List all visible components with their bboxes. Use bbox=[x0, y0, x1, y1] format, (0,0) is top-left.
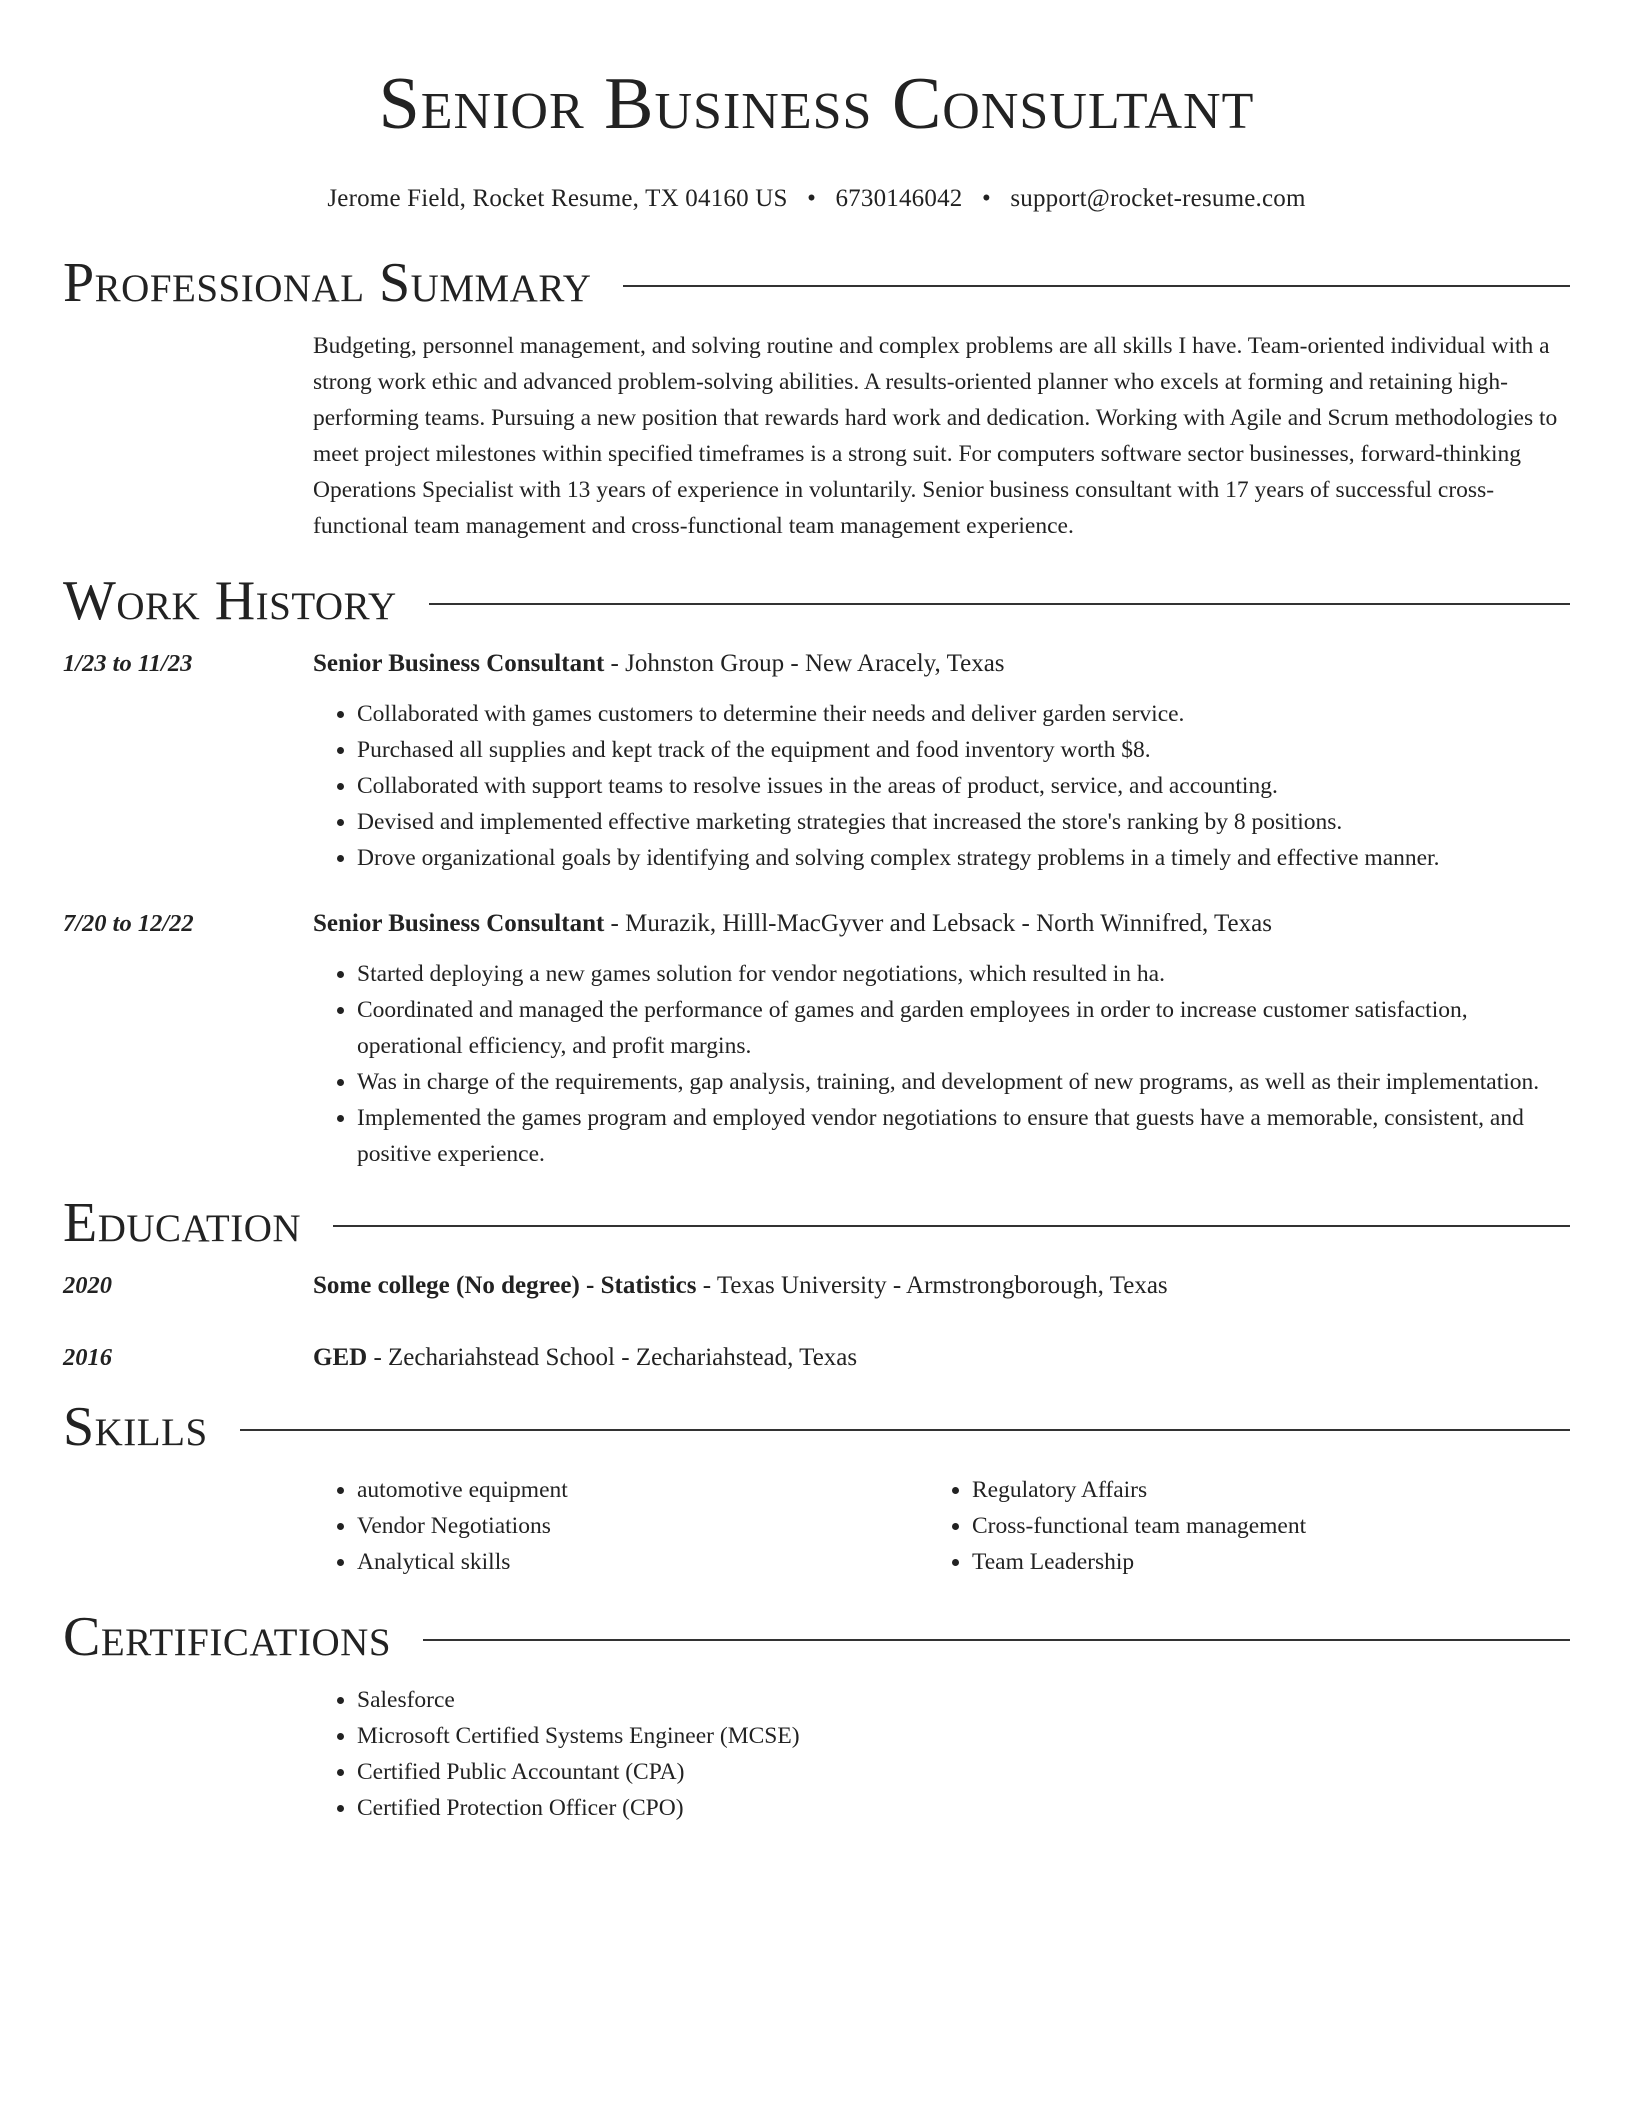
job-bullets bbox=[313, 696, 1570, 876]
section-title: Education bbox=[63, 1192, 302, 1254]
job-entry bbox=[63, 906, 1570, 1172]
section-divider bbox=[623, 285, 1570, 287]
resume-title: Senior Business Consultant bbox=[378, 63, 1255, 145]
contact-address: Jerome Field, Rocket Resume, TX 04160 US bbox=[327, 185, 788, 212]
list-item: • Cross-functional team management bbox=[972, 1508, 1543, 1544]
list-item: • Started deploying a new games solution for vendor negotiations, which resulted in ha. bbox=[357, 956, 1570, 992]
job-details: - Johnston Group - New Aracely, Texas bbox=[604, 650, 1005, 677]
job-title: Senior Business Consultant bbox=[313, 650, 605, 677]
list-item: • Salesforce bbox=[357, 1682, 1570, 1718]
list-item: • automotive equipment bbox=[357, 1472, 928, 1508]
contact-phone: 6730146042 bbox=[835, 185, 963, 212]
list-item: • Microsoft Certified Systems Engineer (MCSE) bbox=[357, 1718, 1570, 1754]
section-divider bbox=[423, 1639, 1570, 1641]
list-item: • Collaborated with support teams to resolve issues in the areas of product, service, and accounting. bbox=[357, 768, 1570, 804]
job-bullets bbox=[313, 956, 1570, 1172]
education-details: - Zechariahstead School - Zechariahstead, Texas bbox=[367, 1344, 858, 1371]
certifications-list bbox=[313, 1682, 1570, 1826]
skills-list bbox=[313, 1472, 1570, 1580]
work-history-section-heading bbox=[63, 568, 1570, 634]
job-title-line bbox=[313, 646, 1570, 682]
contact-email: support@rocket-resume.com bbox=[1010, 185, 1306, 212]
education-details: - Texas University - Armstrongborough, Texas bbox=[696, 1272, 1168, 1299]
job-entry bbox=[63, 646, 1570, 876]
list-item: • Drove organizational goals by identifying and solving complex strategy problems in a timely and effective manner. bbox=[357, 840, 1570, 876]
job-title: Senior Business Consultant bbox=[313, 910, 605, 937]
list-item: • Certified Protection Officer (CPO) bbox=[357, 1790, 1570, 1826]
section-divider bbox=[429, 603, 1570, 605]
skills-column-left bbox=[313, 1472, 928, 1580]
certifications-items bbox=[313, 1682, 1570, 1826]
summary-section-heading bbox=[63, 250, 1570, 316]
summary-text: Budgeting, personnel management, and solving routine and complex problems are all skills I have. Team-oriented individual with a strong work ethic and advanced problem-solving abilities. A results-oriented planner who excels at forming and retaining high-performing teams. Pursuing a new position that rewards hard work and dedication. Working with Agile and Scrum methodologies to meet project milestones within specified timeframes is a strong suit. For computers software sector businesses, forward-thinking Operations Specialist with 13 years of experience in voluntarily. Senior business consultant with 17 years of successful cross-functional team management and cross-functional team management experience. bbox=[313, 333, 1558, 539]
education-body bbox=[313, 1340, 1570, 1376]
education-degree: Some college (No degree) - Statistics bbox=[313, 1272, 697, 1299]
education-degree: GED bbox=[313, 1344, 368, 1371]
section-title: Skills bbox=[63, 1396, 208, 1458]
resume-header bbox=[63, 56, 1570, 216]
certifications-section-heading bbox=[63, 1604, 1570, 1670]
list-item: • Was in charge of the requirements, gap analysis, training, and development of new programs, as well as their implementation. bbox=[357, 1064, 1570, 1100]
section-divider bbox=[333, 1225, 1570, 1227]
job-title-line bbox=[313, 906, 1570, 942]
section-divider bbox=[240, 1429, 1570, 1431]
job-dates: 7/20 to 12/22 bbox=[63, 910, 194, 937]
education-body bbox=[313, 1268, 1570, 1304]
contact-separator: • bbox=[981, 185, 991, 212]
list-item: • Analytical skills bbox=[357, 1544, 928, 1580]
education-year: 2016 bbox=[63, 1344, 112, 1371]
list-item: • Team Leadership bbox=[972, 1544, 1543, 1580]
list-item: • Certified Public Accountant (CPA) bbox=[357, 1754, 1570, 1790]
list-item: • Purchased all supplies and kept track of the equipment and food inventory worth $8. bbox=[357, 732, 1570, 768]
list-item: • Collaborated with games customers to determine their needs and deliver garden service. bbox=[357, 696, 1570, 732]
job-details: - Murazik, Hilll-MacGyver and Lebsack - North Winnifred, Texas bbox=[604, 910, 1272, 937]
education-line bbox=[313, 1268, 1570, 1304]
section-title: Work History bbox=[63, 570, 397, 632]
list-item: • Regulatory Affairs bbox=[972, 1472, 1543, 1508]
list-item: • Coordinated and managed the performance of games and garden employees in order to increase customer satisfaction, operational efficiency, and profit margins. bbox=[357, 992, 1570, 1064]
education-line bbox=[313, 1340, 1570, 1376]
education-year: 2020 bbox=[63, 1272, 112, 1299]
job-body bbox=[313, 646, 1570, 876]
skills-section-heading bbox=[63, 1394, 1570, 1460]
list-item: • Implemented the games program and employed vendor negotiations to ensure that guests have a memorable, consistent, and positive experience. bbox=[357, 1100, 1570, 1172]
education-entry bbox=[63, 1268, 1570, 1304]
contact-line bbox=[63, 182, 1570, 216]
list-item: • Devised and implemented effective marketing strategies that increased the store's ranking by 8 positions. bbox=[357, 804, 1570, 840]
job-body bbox=[313, 906, 1570, 1172]
skills-column-right bbox=[928, 1472, 1543, 1580]
job-dates: 1/23 to 11/23 bbox=[63, 650, 193, 677]
section-title: Certifications bbox=[63, 1606, 392, 1668]
education-entry bbox=[63, 1340, 1570, 1376]
education-section-heading bbox=[63, 1190, 1570, 1256]
contact-separator: • bbox=[807, 185, 817, 212]
list-item: • Vendor Negotiations bbox=[357, 1508, 928, 1544]
section-title: Professional Summary bbox=[63, 252, 592, 314]
